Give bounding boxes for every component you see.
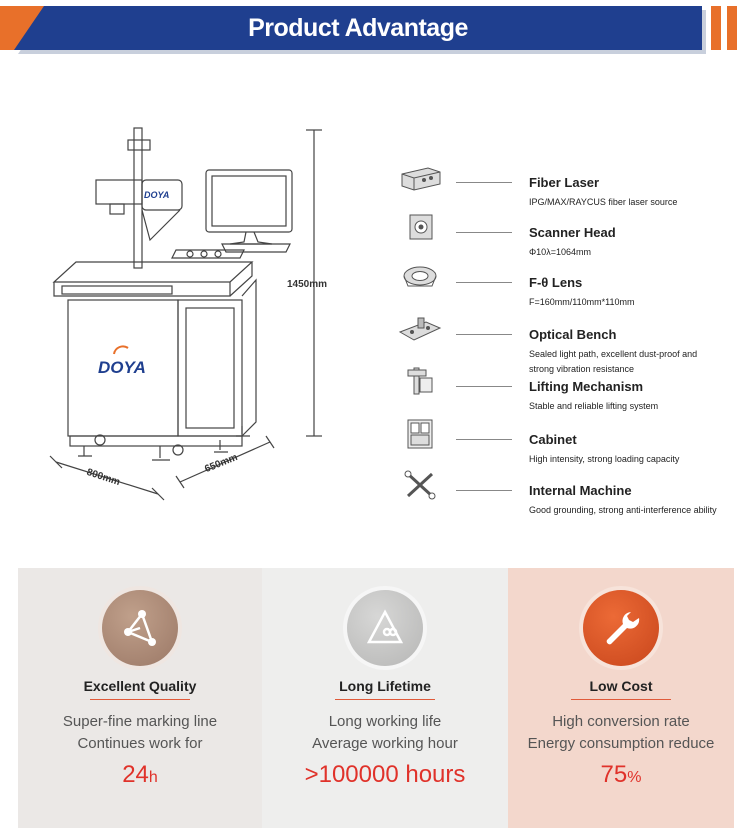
card-desc-line: High conversion rate <box>552 713 690 730</box>
wrench-icon <box>601 608 641 648</box>
feature-name: Internal Machine <box>529 483 632 498</box>
card-desc-line: Energy consumption reduce <box>527 735 715 752</box>
machine-drawing <box>0 110 380 510</box>
feature-name: Lifting Mechanism <box>529 379 644 394</box>
feature-name: Optical Bench <box>529 327 617 342</box>
card-long-lifetime <box>262 568 508 828</box>
banner-accent-bar <box>711 6 721 50</box>
card-title: Low Cost <box>589 678 653 694</box>
card-value <box>508 761 734 789</box>
card-value-unit: h <box>148 769 158 786</box>
banner-accent-bar <box>727 6 737 50</box>
feature-desc: High intensity, strong loading capacity <box>529 454 680 464</box>
lifting-mechanism-icon <box>398 366 442 396</box>
feature-desc: F=160mm/110mm*110mm <box>529 297 635 307</box>
triangle-link-icon <box>365 608 405 648</box>
feature-name: Fiber Laser <box>529 175 600 190</box>
lens-icon <box>398 262 442 292</box>
card-icon-circle <box>347 590 423 666</box>
card-desc <box>508 711 734 755</box>
feature-desc: IPG/MAX/RAYCUS fiber laser source <box>529 197 678 207</box>
card-desc <box>262 711 508 755</box>
feature-connector <box>456 282 512 283</box>
card-icon-circle <box>583 590 659 666</box>
card-desc-line: Continues work for <box>77 735 203 752</box>
card-divider <box>571 699 671 700</box>
card-icon-circle <box>102 590 178 666</box>
card-divider <box>335 699 435 700</box>
laser-source-icon <box>398 162 442 192</box>
feature-desc: Sealed light path, excellent dust-proof and strong vibration resistance <box>529 349 698 374</box>
feature-connector <box>456 334 512 335</box>
card-title: Excellent Quality <box>83 678 197 694</box>
card-value-number: >100000 hours <box>304 761 466 788</box>
dimension-width: 800mm <box>85 466 122 489</box>
feature-connector <box>456 439 512 440</box>
card-value <box>18 761 262 789</box>
card-value-unit: % <box>627 769 642 786</box>
card-value <box>262 761 508 789</box>
tools-icon <box>398 470 442 500</box>
card-title: Long Lifetime <box>339 678 431 694</box>
scanner-head-icon <box>398 212 442 242</box>
feature-name: Cabinet <box>529 432 577 447</box>
feature-name: Scanner Head <box>529 225 616 240</box>
card-desc-line: Long working life <box>328 713 442 730</box>
card-desc <box>18 711 262 755</box>
card-value-number: 24 <box>122 761 149 788</box>
feature-desc: Φ10λ=1064mm <box>529 247 591 257</box>
cabinet-icon <box>398 419 442 449</box>
card-value-number: 75 <box>600 761 628 788</box>
feature-connector <box>456 490 512 491</box>
network-nodes-icon <box>120 608 160 648</box>
card-low-cost <box>508 568 734 828</box>
feature-name: F-θ Lens <box>529 275 583 290</box>
feature-connector <box>456 232 512 233</box>
feature-connector <box>456 182 512 183</box>
header-banner <box>0 0 750 58</box>
page-title: Product Advantage <box>248 14 468 42</box>
brand-swoosh <box>114 346 128 354</box>
dimension-height: 1450mm <box>287 279 328 290</box>
card-excellent-quality <box>18 568 262 828</box>
dimension-depth: 650mm <box>203 451 240 476</box>
brand-logo-cabinet: DOYA <box>98 358 146 377</box>
feature-desc: Good grounding, strong anti-interference ability <box>529 505 717 515</box>
card-desc-line: Average working hour <box>312 735 458 752</box>
optical-bench-icon <box>398 314 442 344</box>
feature-connector <box>456 386 512 387</box>
brand-logo-head: DOYA <box>144 190 170 200</box>
card-desc-line: Super-fine marking line <box>62 713 218 730</box>
feature-desc: Stable and reliable lifting system <box>529 401 659 411</box>
card-divider <box>90 699 190 700</box>
